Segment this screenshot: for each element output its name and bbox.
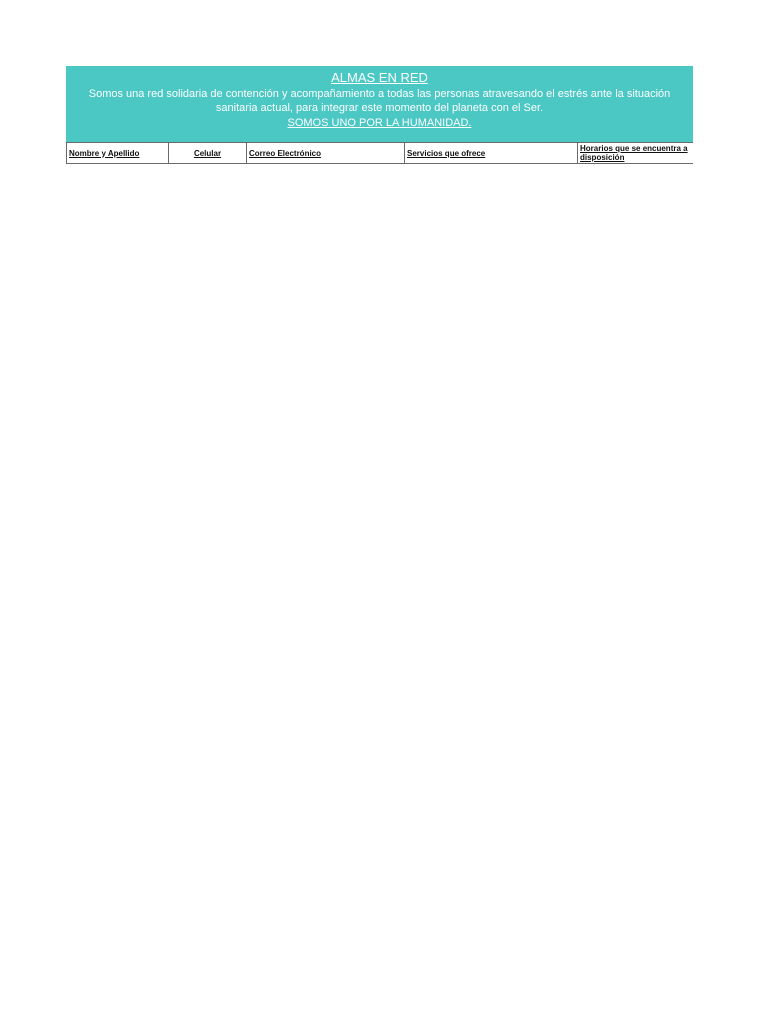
column-header-services: Servicios que ofrece — [405, 143, 578, 164]
directory-table — [66, 142, 693, 164]
column-header-name: Nombre y Apellido — [67, 143, 169, 164]
intro-text: Somos una red solidaria de contención y acompañamiento a todas las personas atravesando el estrés ante la situación sanitaria actual, para integrar este momento del planeta con el Ser. — [88, 88, 671, 114]
table-header-row — [67, 143, 694, 164]
header-banner — [66, 66, 693, 142]
motto-text: SOMOS UNO POR LA HUMANIDAD. — [287, 117, 472, 129]
page-title: ALMAS EN RED — [331, 70, 428, 85]
column-header-schedule: Horarios que se encuentra a disposición — [578, 143, 694, 164]
column-header-email: Correo Electrónico — [247, 143, 405, 164]
column-header-phone: Celular — [169, 143, 247, 164]
directory-sheet — [66, 66, 693, 946]
